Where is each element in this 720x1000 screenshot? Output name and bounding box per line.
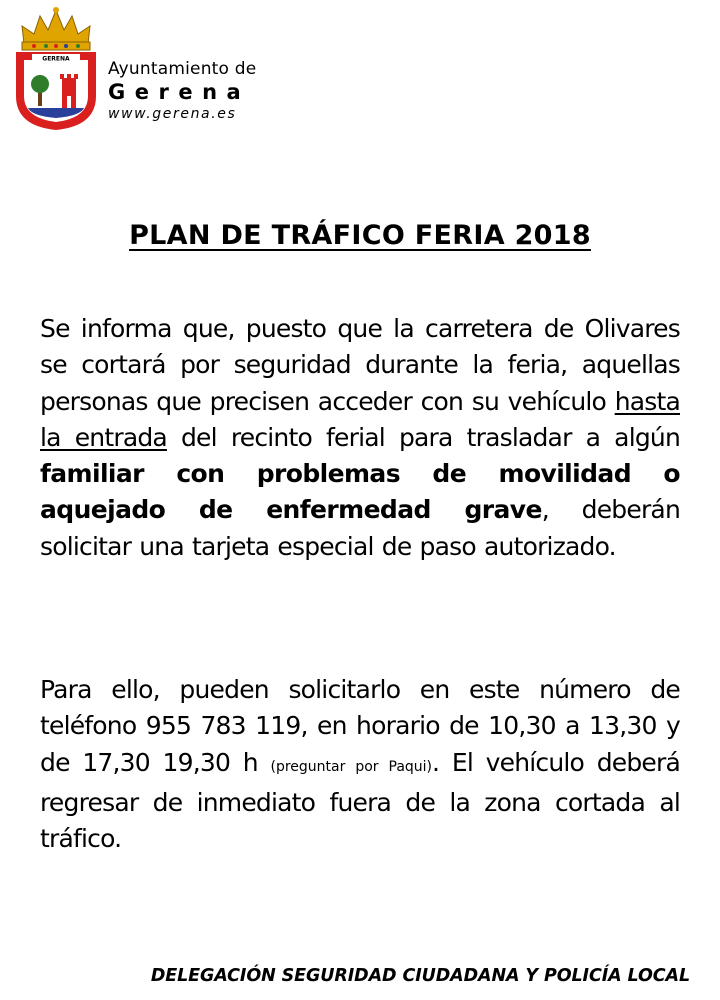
coat-of-arms-logo [10, 4, 102, 132]
notice-paragraph-1 [40, 311, 680, 565]
paragraph-1-text-c: , deberán solicitar una tarjeta especial de paso autorizado. [40, 495, 680, 561]
footer-signature: DELEGACIÓN SEGURIDAD CIUDADANA Y POLICÍA LOCAL [150, 966, 690, 986]
org-city: Gerena [108, 80, 251, 104]
paragraph-2-text-a: Para ello, pueden solicitarlo en este número de teléfono 955 783 119, en horario de 10,30 a 13,30 y de 17,30 19,30 h [40, 675, 680, 777]
municipality-branding [108, 58, 298, 124]
paragraph-1-underlined: hasta la entrada [40, 386, 680, 452]
paragraph-1-text-b: del recinto ferial para trasladar a algún [166, 422, 680, 452]
paragraph-1-bold: familiar con problemas de movilidad o aquejado de enfermedad grave [40, 459, 680, 525]
notice-paragraph-2 [40, 672, 680, 857]
paragraph-1-text-a: Se informa que, puesto que la carretera de Olivares se cortará por seguridad durante la feria, aquellas personas que precisen acceder con su vehículo [40, 314, 680, 416]
header [10, 4, 290, 134]
org-website: www.gerena.es [108, 106, 237, 122]
org-name: Ayuntamiento de [108, 59, 257, 79]
svg-text:GERENA: GERENA [42, 55, 70, 63]
paragraph-2-text-b: . El vehículo deberá regresar de inmediato fuera de la zona cortada al tráfico. [40, 747, 680, 854]
page-title: PLAN DE TRÁFICO FERIA 2018 [129, 220, 591, 251]
paragraph-2-small-note: (preguntar por Paqui) [270, 758, 433, 775]
